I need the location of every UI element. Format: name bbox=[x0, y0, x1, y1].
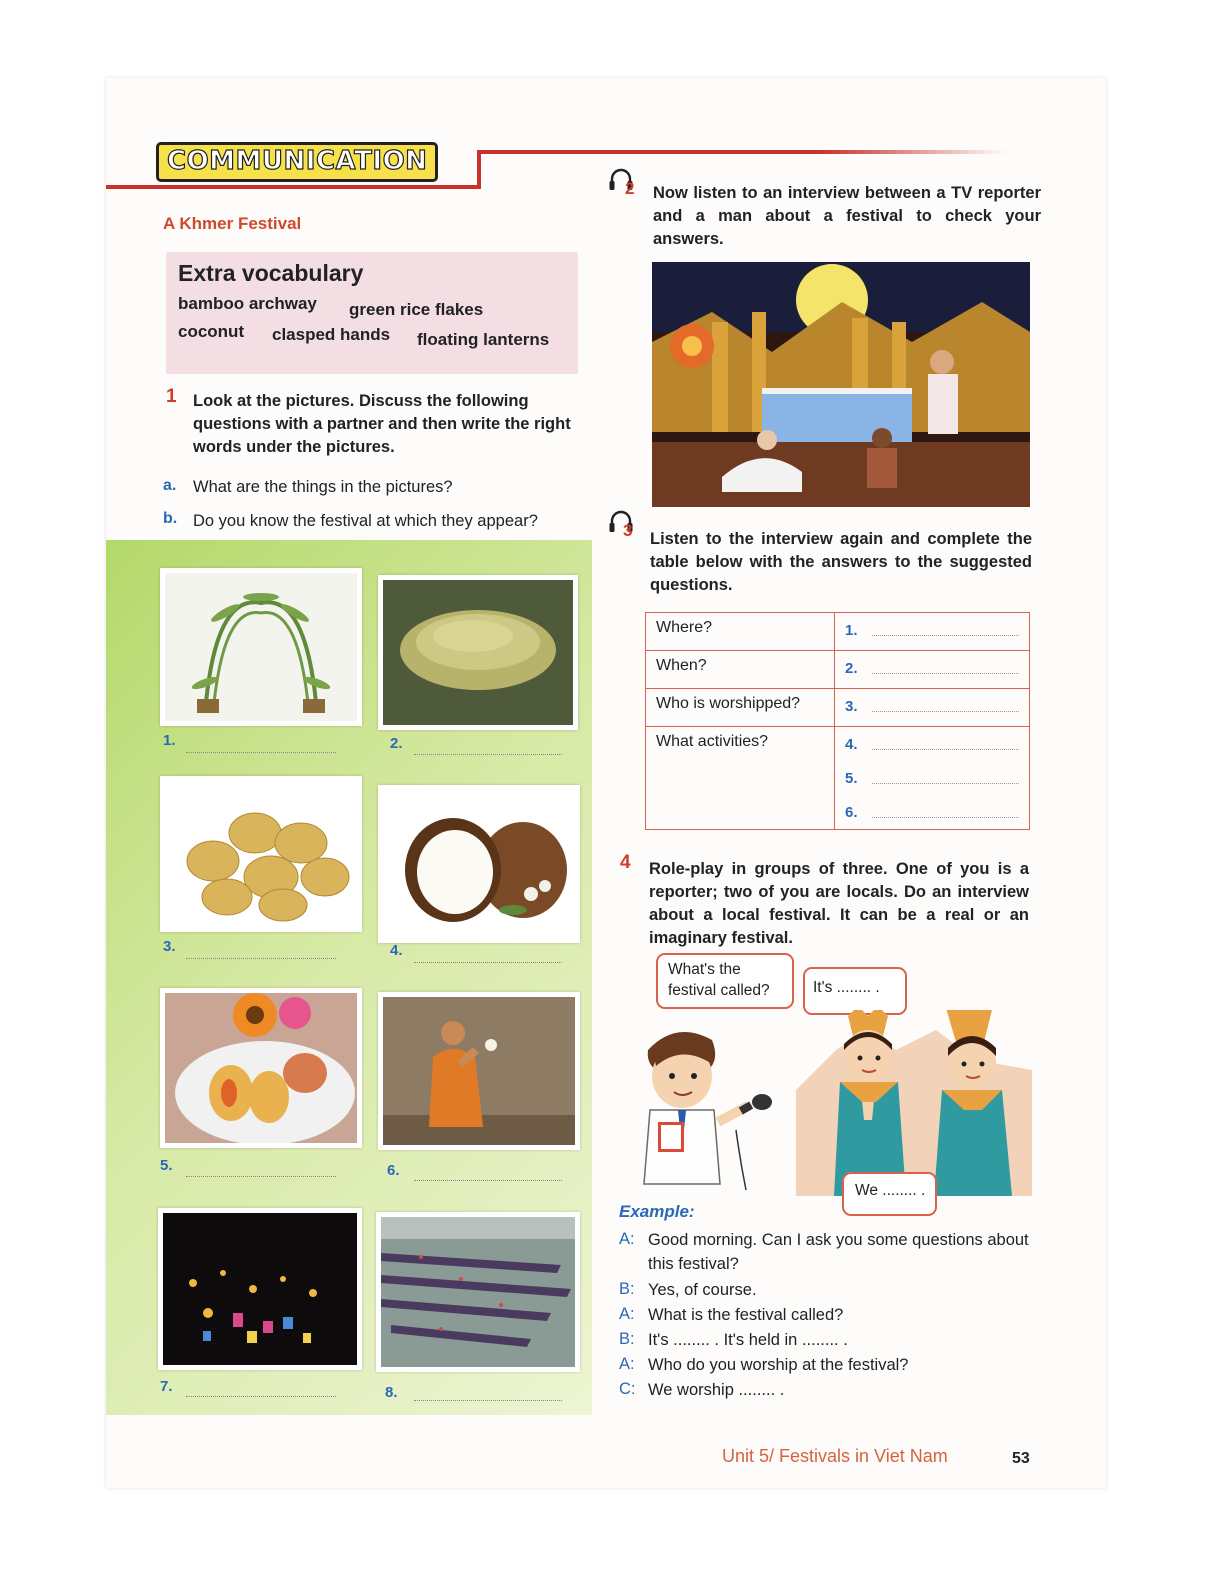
answer-number: 5. bbox=[845, 769, 858, 787]
header-rule-top bbox=[477, 150, 1007, 154]
picture-label: 8. bbox=[385, 1384, 398, 1401]
question-number: 2 bbox=[625, 179, 635, 198]
photo-potatoes bbox=[160, 776, 362, 932]
footer-unit-title: Unit 5/ Festivals in Viet Nam bbox=[722, 1446, 948, 1466]
answer-line[interactable] bbox=[186, 1396, 336, 1397]
picture-label: 1. bbox=[163, 732, 176, 749]
table-answer-cell[interactable] bbox=[835, 727, 1030, 830]
question-text: Look at the pictures. Discuss the following questions with a partner and then write the right words under the pictures. bbox=[193, 392, 571, 456]
cakes-image bbox=[165, 993, 357, 1143]
table-row bbox=[646, 689, 1030, 727]
answer-slot[interactable] bbox=[835, 613, 1029, 647]
photo-coconut bbox=[378, 785, 580, 943]
floating-lanterns-image bbox=[163, 1213, 357, 1365]
dialogue-text: Who do you worship at the festival? bbox=[648, 1356, 909, 1374]
sub-question-text: Do you know the festival at which they appear? bbox=[193, 512, 538, 530]
reporter-figure bbox=[644, 1032, 772, 1190]
page-number: 53 bbox=[1012, 1450, 1030, 1467]
question-number: 4 bbox=[620, 852, 631, 873]
dialogue-text: Good morning. Can I ask you some questions about this festival? bbox=[648, 1231, 1029, 1273]
clasped-hands-image bbox=[383, 997, 575, 1145]
answer-slot[interactable] bbox=[835, 651, 1029, 685]
answer-line[interactable] bbox=[414, 754, 562, 755]
picture-label: 7. bbox=[160, 1378, 173, 1395]
dialogue-text: We worship ........ . bbox=[648, 1381, 785, 1399]
dialogue-speaker: B: bbox=[619, 1280, 635, 1298]
photo-festival-stage bbox=[652, 262, 1030, 507]
dialogue-text: Yes, of course. bbox=[648, 1281, 757, 1299]
answer-slot[interactable] bbox=[835, 795, 1029, 829]
lesson-subtitle: A Khmer Festival bbox=[163, 214, 302, 233]
vocab-word: coconut bbox=[178, 322, 245, 341]
answer-line[interactable] bbox=[186, 752, 336, 753]
boat-race-image bbox=[381, 1217, 575, 1367]
question-number: 3 bbox=[623, 521, 633, 540]
answer-line[interactable] bbox=[186, 1176, 336, 1177]
photo-cakes bbox=[160, 988, 362, 1148]
photo-clasped-hands bbox=[378, 992, 580, 1150]
table-question: Who is worshipped? bbox=[646, 689, 835, 727]
speech-bubble-dancers: We ........ . bbox=[842, 1172, 937, 1216]
sub-question-text: What are the things in the pictures? bbox=[193, 478, 453, 496]
vocab-word: floating lanterns bbox=[417, 330, 550, 349]
answer-slot[interactable] bbox=[835, 761, 1029, 795]
table-answer-cell[interactable] bbox=[835, 613, 1030, 651]
picture-label: 2. bbox=[390, 735, 403, 752]
table-question: Where? bbox=[646, 613, 835, 651]
vocab-word: bamboo archway bbox=[178, 294, 317, 313]
answer-number: 4. bbox=[845, 735, 858, 753]
bamboo-archway-image bbox=[165, 573, 357, 721]
answer-line[interactable] bbox=[414, 962, 562, 963]
table-question: When? bbox=[646, 651, 835, 689]
answer-slot[interactable] bbox=[835, 727, 1029, 761]
answer-number: 2. bbox=[845, 659, 858, 677]
photo-green-rice-flakes bbox=[378, 575, 578, 730]
dialogue-text: It's ........ . It's held in ........ . bbox=[648, 1331, 848, 1349]
question-text: Now listen to an interview between a TV reporter and a man about a festival to check your answers. bbox=[653, 184, 1041, 248]
vocab-word: clasped hands bbox=[272, 325, 391, 344]
header-rule bbox=[106, 185, 481, 189]
answer-slot[interactable] bbox=[835, 689, 1029, 723]
vocab-box bbox=[166, 252, 578, 374]
speech-bubble-reporter: What's the festival called? bbox=[656, 953, 794, 1009]
dialogue-speaker: A: bbox=[619, 1305, 635, 1323]
dialogue-speaker: B: bbox=[619, 1330, 635, 1348]
picture-label: 3. bbox=[163, 938, 176, 955]
photo-boat-race bbox=[376, 1212, 580, 1372]
vocab-word: green rice flakes bbox=[349, 300, 484, 319]
table-row bbox=[646, 651, 1030, 689]
table-question: What activities? bbox=[646, 727, 835, 830]
coconut-image bbox=[383, 790, 575, 938]
answer-number: 1. bbox=[845, 621, 858, 639]
photo-bamboo-archway bbox=[160, 568, 362, 726]
table-row bbox=[646, 727, 1030, 830]
sub-question-label: b. bbox=[163, 510, 178, 527]
roleplay-illustration bbox=[636, 1010, 1036, 1196]
question-text: Role-play in groups of three. One of you is a reporter; two of you are locals. Do an interview about a local festival. It can be a real or an imaginary festival. bbox=[649, 860, 1029, 947]
answer-table bbox=[645, 612, 1030, 830]
example-label: Example: bbox=[619, 1202, 695, 1221]
sub-question-label: a. bbox=[163, 477, 177, 494]
answer-line[interactable] bbox=[414, 1180, 562, 1181]
answer-number: 6. bbox=[845, 803, 858, 821]
potatoes-image bbox=[165, 781, 357, 927]
picture-label: 5. bbox=[160, 1157, 173, 1174]
speech-bubble-local: It's ........ . bbox=[803, 967, 907, 1015]
picture-label: 6. bbox=[387, 1162, 400, 1179]
answer-line[interactable] bbox=[186, 958, 336, 959]
dancer-figure bbox=[834, 1010, 906, 1196]
question-number: 1 bbox=[166, 386, 177, 407]
dialogue-text: What is the festival called? bbox=[648, 1306, 844, 1324]
dialogue-speaker: A: bbox=[619, 1355, 635, 1373]
header-rule-vertical bbox=[477, 150, 481, 189]
festival-stage-image bbox=[652, 262, 1030, 507]
photo-floating-lanterns bbox=[158, 1208, 362, 1370]
section-title: COMMUNICATION bbox=[156, 142, 438, 182]
dialogue-speaker: A: bbox=[619, 1230, 635, 1248]
rice-flakes-image bbox=[383, 580, 573, 725]
table-answer-cell[interactable] bbox=[835, 689, 1030, 727]
picture-label: 4. bbox=[390, 942, 403, 959]
answer-line[interactable] bbox=[414, 1400, 562, 1401]
vocab-title: Extra vocabulary bbox=[178, 260, 364, 286]
dialogue-speaker: C: bbox=[619, 1380, 636, 1398]
table-row bbox=[646, 613, 1030, 651]
table-answer-cell[interactable] bbox=[835, 651, 1030, 689]
question-text: Listen to the interview again and complete the table below with the answers to the suggested questions. bbox=[650, 530, 1032, 594]
answer-number: 3. bbox=[845, 697, 858, 715]
